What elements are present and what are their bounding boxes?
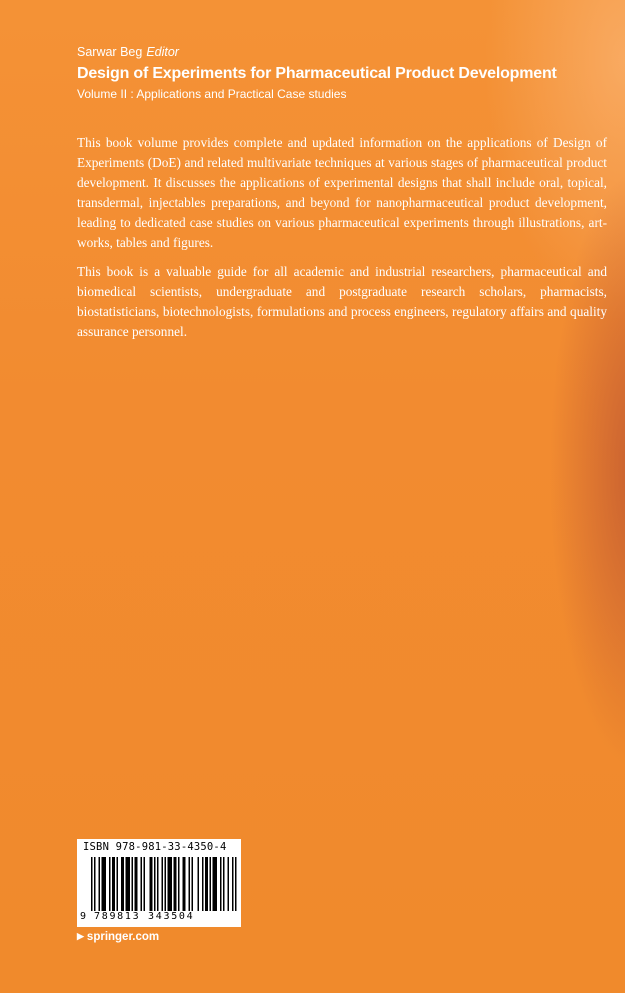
editor-name: Sarwar Beg bbox=[77, 45, 143, 59]
editor-line bbox=[77, 44, 597, 60]
barcode-first-digit: 9 bbox=[80, 911, 87, 922]
book-description bbox=[77, 133, 607, 351]
book-header bbox=[77, 44, 597, 102]
isbn-label: ISBN 978-981-33-4350-4 bbox=[83, 841, 227, 853]
arrow-right-icon: ▶ bbox=[77, 931, 84, 941]
barcode-bars bbox=[77, 857, 241, 913]
publisher-website[interactable] bbox=[77, 931, 159, 943]
editor-role: Editor bbox=[146, 45, 179, 59]
book-title: Design of Experiments for Pharmaceutical Product Development bbox=[77, 65, 557, 82]
description-paragraph-1: This book volume provides complete and updated information on the applications of Design of Experiments (DoE) and related multivariate techniques at various stages of pharmaceutical product development. It discusses the applications of experimental designs that shall include oral, topical, transdermal, injectables preparations, and beyond for nanopharmaceutical product development, leading to dedicated case studies on various pharmaceutical experiments through illustrations, art-works, tables and figures. bbox=[77, 135, 607, 250]
description-paragraph-2: This book is a valuable guide for all academic and industrial researchers, pharmaceutical and biomedical scientists, undergraduate and postgraduate research scholars, pharmacists, biostatisticians, biotechnologists, formulations and process engineers, regulatory affairs and quality assurance personnel. bbox=[77, 264, 607, 339]
isbn-barcode bbox=[77, 839, 241, 927]
website-label: springer.com bbox=[86, 931, 160, 943]
barcode-digits: 789813 343504 bbox=[94, 911, 195, 922]
book-subtitle: Volume II : Applications and Practical Case studies bbox=[77, 87, 347, 101]
